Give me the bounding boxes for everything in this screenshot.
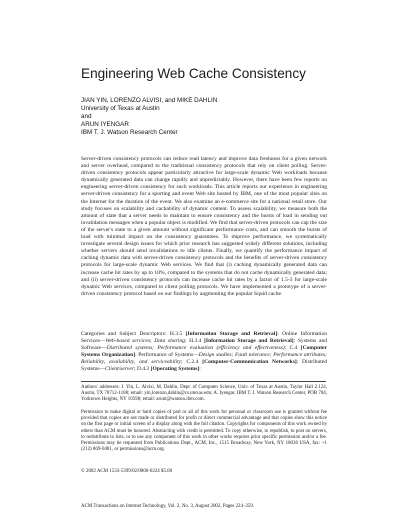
copyright-line: © 2002 ACM 1533-5399/02/0800-0224 $5.00	[81, 469, 173, 474]
authors-addresses: Authors' addresses: J. Yin, L. Alvisi, M. Dahlin, Dept. of Computer Science, Univ. of Texas at Austin, Taylor Hall 2.124, Austin, TX 78712-1188; email: yin,lorenzo,dahlin@cs.utexas.edu; A. Iyengar, IBM T. J. Watson Research Center, POB 704, Yorktown Heights, NY 10598; email: aruni@watson.ibm.com.	[81, 385, 327, 403]
author-names-1: JIAN YIN, LORENZO ALVISI, and MIKE DAHLIN	[81, 97, 218, 104]
affiliation-1: University of Texas at Austin	[81, 105, 160, 112]
footnote-rule	[81, 381, 326, 382]
affiliation-2: IBM T. J. Watson Research Center	[81, 129, 178, 136]
categories-descriptors: Categories and Subject Descriptors: H.3.5 [Information Storage and Retrieval]: Online Information Services—Web-based services; Data sharing; H.3.4 [Information Storage and Retrieval]: Systems and Software—Distributed systems; Performance evaluation (efficiency and effectiveness); C.4 [Computer Systems Organization]: Performance of Systems—Design studies; Fault tolerance; Performance attributes; Reliability, availability, and serviceability; C.2.4 [Computer-Communication Networks]: Distributed Systems—Client/server; D.4.3 [Operating Systems]:	[81, 331, 328, 373]
abstract: Server-driven consistency protocols can reduce read latency and improve data freshness for a given network and server overhead, compared to the traditional consistency protocols that rely on client polling. Server-driven consistency protocols appear particularly attractive for large-scale dynamic Web workloads because dynamically generated data can change rapidly and unpredictably. However, there have been few reports on engineering server-driven consistency for such workloads. This article reports our experience in engineering server-driven consistency for a sporting and event Web site hosted by IBM, one of the most popular sites on the Internet for the duration of the event. We also examine an e-commerce site for a national retail store. Our study focuses on scalability and cachability of dynamic content. To assess scalability, we measure both the amount of state that a server needs to maintain to ensure consistency and the bursts of load in sending out invalidation messages when a popular object is modified. We find that server-driven protocols can cap the size of the server's state to a given amount without significant performance costs, and can smooth the bursts of load with minimal impact on the consistency guarantees. To improve performance, we systematically investigate several design issues for which prior research has suggested widely different solutions, including whether servers should send invalidations to idle clients. Finally, we quantify the performance impact of caching dynamic data with server-driven consistency protocols and the benefits of server-driven consistency protocols for large-scale dynamic Web services. We find that (i) caching dynamically generated data can increase cache hit rates by up to 10%, compared to the systems that do not cache dynamically generated data; and (ii) server-driven consistency protocols can increase cache hit rates by a factor of 1.5-3 for large-scale dynamic Web services, compared to client polling protocols. We have implemented a prototype of a server-driven consistency protocol based on our findings by augmenting the popular Squid cache.	[81, 156, 327, 297]
journal-footer: ACM Transactions on Internet Technology, Vol. 2, No. 3, August 2002, Pages 224–259.	[81, 504, 255, 509]
paper-title: Engineering Web Cache Consistency	[81, 66, 306, 81]
author-conjunction: and	[81, 113, 92, 120]
author-names-2: ARUN IYENGAR	[81, 121, 129, 128]
permission-notice: Permission to make digital or hard copies of part or all of this work for personal or classroom use is granted without fee provided that copies are not made or distributed for profit or direct commercial advantage and that copies show this notice on the first page or initial screen of a display along with the full citation. Copyrights for components of this work owned by others than ACM must be honored. Abstracting with credit is permitted. To copy otherwise, to republish, to post on servers, to redistribute to lists, or to use any component of this work in other works requires prior specific permission and/or a fee. Permissions may be requested from Publications Dept., ACM, Inc., 1515 Broadway, New York, NY 10036 USA, fax: +1 (212) 869-0481, or permissions@acm.org.	[81, 410, 327, 453]
